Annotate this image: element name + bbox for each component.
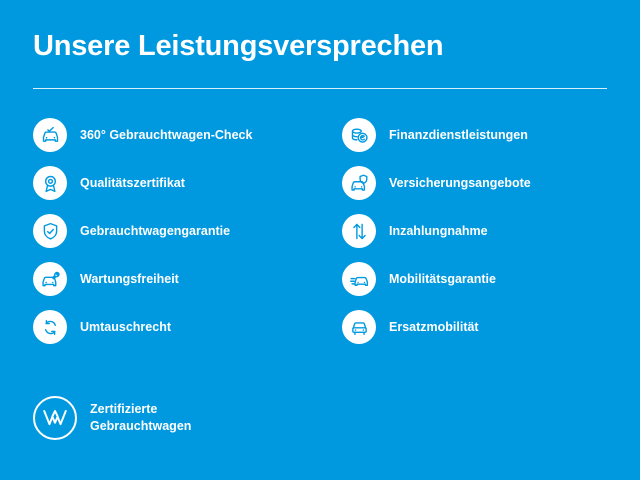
list-item-label: Inzahlungnahme bbox=[389, 223, 488, 238]
award-seal-icon bbox=[33, 166, 67, 200]
header-divider bbox=[33, 88, 607, 89]
brand-footer bbox=[33, 396, 191, 440]
benefits-column-right bbox=[342, 118, 613, 344]
list-item-label: Qualitätszertifikat bbox=[80, 175, 185, 190]
list-item-label: Versicherungsangebote bbox=[389, 175, 531, 190]
list-item bbox=[33, 262, 304, 296]
list-item-label: Gebrauchtwagengarantie bbox=[80, 223, 231, 238]
list-item-label: Wartungsfreiheit bbox=[80, 271, 179, 286]
coins-euro-icon bbox=[342, 118, 376, 152]
list-item-label: Mobilitätsgarantie bbox=[389, 271, 496, 286]
vw-logo-icon bbox=[33, 396, 77, 440]
car-check-icon bbox=[33, 118, 67, 152]
exchange-arrows-icon bbox=[33, 310, 67, 344]
list-item-label: Ersatzmobilität bbox=[389, 319, 479, 334]
list-item bbox=[33, 118, 304, 152]
list-item bbox=[342, 214, 613, 248]
car-shield-icon bbox=[342, 166, 376, 200]
list-item bbox=[342, 262, 613, 296]
brand-footer-line2: Gebrauchtwagen bbox=[90, 419, 192, 433]
list-item bbox=[342, 166, 613, 200]
page-title: Unsere Leistungsversprechen bbox=[33, 30, 444, 62]
list-item bbox=[33, 310, 304, 344]
list-item-label: Umtauschrecht bbox=[80, 319, 171, 334]
car-wrench-icon bbox=[33, 262, 67, 296]
brand-footer-text bbox=[90, 401, 191, 435]
list-item bbox=[33, 166, 304, 200]
list-item bbox=[33, 214, 304, 248]
brand-footer-line1: Zertifizierte bbox=[90, 402, 158, 417]
car-speed-icon bbox=[342, 262, 376, 296]
shield-check-icon bbox=[33, 214, 67, 248]
up-down-arrows-icon bbox=[342, 214, 376, 248]
car-front-icon bbox=[342, 310, 376, 344]
list-item-label: Finanzdienstleistungen bbox=[389, 127, 528, 142]
list-item bbox=[342, 118, 613, 152]
list-item bbox=[342, 310, 613, 344]
benefits-columns bbox=[33, 118, 613, 344]
list-item-label: 360° Gebrauchtwagen-Check bbox=[80, 127, 253, 142]
benefits-column-left bbox=[33, 118, 304, 344]
